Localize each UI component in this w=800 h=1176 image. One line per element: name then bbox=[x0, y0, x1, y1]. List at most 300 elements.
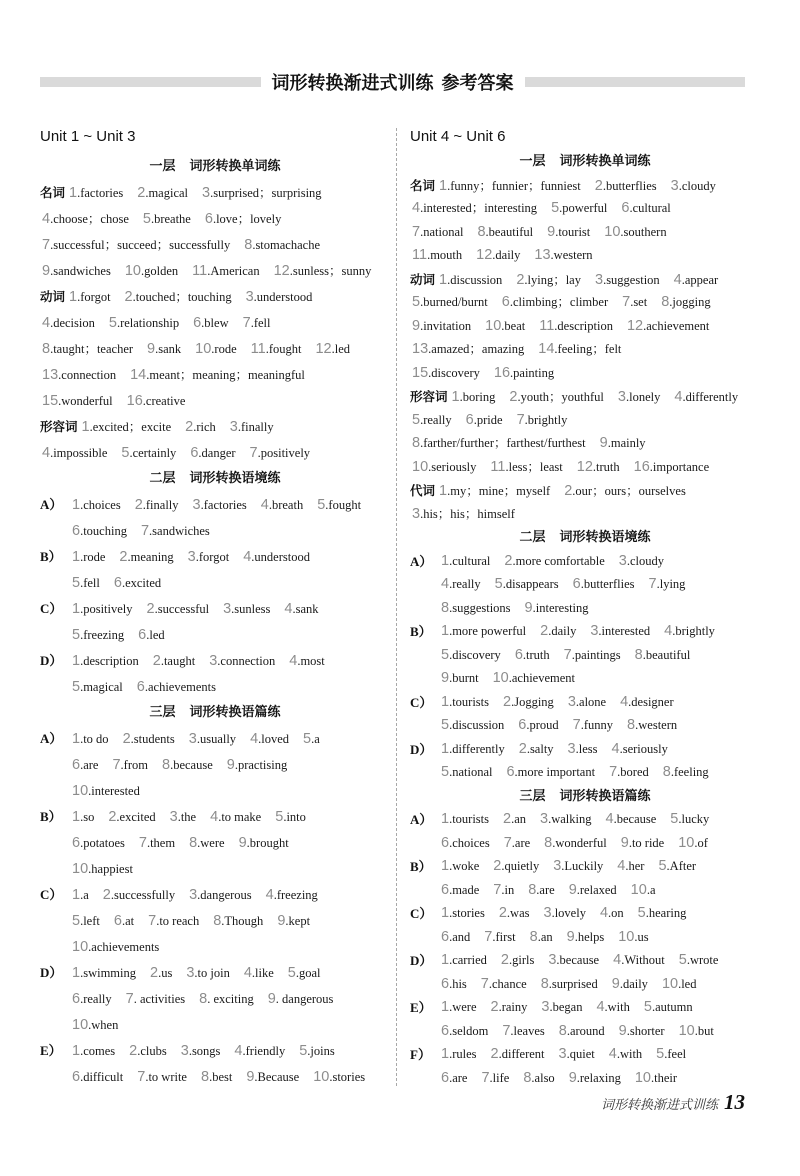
section-name: 词形转换单词练 bbox=[559, 154, 651, 169]
answer-text: .national bbox=[449, 765, 493, 779]
group-label: 名词 bbox=[40, 185, 66, 200]
answer-text: .surprised bbox=[548, 976, 598, 991]
group-lines bbox=[410, 268, 760, 386]
answer-number: 4 bbox=[596, 999, 605, 1015]
group-label: A） bbox=[410, 812, 433, 827]
answer-item bbox=[515, 648, 550, 662]
answer-number: 1 bbox=[441, 811, 450, 827]
answer-text: .but bbox=[694, 1023, 714, 1038]
answer-item bbox=[476, 248, 520, 262]
answer-text: .daily bbox=[548, 624, 577, 638]
answer-line bbox=[441, 738, 709, 762]
answer-number: 4 bbox=[613, 952, 622, 968]
answer-number: 3 bbox=[618, 552, 627, 569]
answer-line bbox=[40, 284, 390, 310]
answer-number: 10 bbox=[604, 223, 621, 240]
answer-number: 3 bbox=[223, 601, 232, 617]
answer-text: .really bbox=[420, 412, 452, 427]
answer-text: .tourist bbox=[555, 224, 591, 239]
answer-number: 4 bbox=[243, 549, 252, 565]
group-lines bbox=[72, 960, 333, 1038]
answer-number: 2 bbox=[108, 809, 117, 825]
header-left-bar bbox=[40, 77, 261, 87]
answer-number: 9 bbox=[226, 757, 235, 773]
answer-item bbox=[72, 680, 123, 694]
answer-text: .touching bbox=[80, 524, 127, 538]
answer-text: .factories bbox=[200, 498, 247, 512]
answer-number: 7 bbox=[249, 445, 258, 461]
answer-number: 1 bbox=[441, 999, 450, 1015]
section-title bbox=[40, 466, 390, 492]
answer-number: 5 bbox=[441, 717, 450, 733]
answer-text: .leaves bbox=[510, 1023, 545, 1038]
answer-item bbox=[412, 460, 476, 474]
answer-number: 3 bbox=[245, 289, 254, 305]
answer-number: 5 bbox=[121, 445, 130, 461]
answer-number: 6 bbox=[441, 1022, 450, 1039]
answer-item bbox=[315, 342, 350, 356]
answer-line bbox=[40, 440, 390, 466]
section-level: 二层 bbox=[519, 530, 546, 545]
answer-text: .his；his；himself bbox=[420, 506, 515, 521]
answer-item bbox=[205, 212, 281, 226]
answer-item bbox=[289, 654, 325, 668]
answer-text: .excited bbox=[116, 810, 156, 824]
passage-group bbox=[410, 691, 760, 738]
answer-text: .with bbox=[616, 1047, 643, 1061]
answer-item bbox=[441, 554, 490, 568]
answer-item bbox=[664, 624, 715, 638]
answer-line bbox=[72, 492, 361, 518]
group-lines bbox=[441, 902, 686, 949]
answer-number: 1 bbox=[72, 887, 81, 903]
group-label: E） bbox=[40, 1043, 62, 1058]
answer-number: 9 bbox=[42, 263, 51, 279]
answer-line bbox=[441, 620, 715, 644]
answer-number: 2 bbox=[122, 731, 131, 747]
answer-text: .practising bbox=[234, 758, 288, 772]
answer-text: .his bbox=[449, 976, 467, 991]
answer-number: 2 bbox=[490, 999, 499, 1015]
answer-text: .are bbox=[511, 835, 531, 850]
answer-item bbox=[230, 420, 274, 434]
answer-text: .brought bbox=[246, 836, 289, 850]
answer-number: 9 bbox=[412, 317, 421, 334]
answer-number: 6 bbox=[441, 1069, 450, 1086]
answer-number: 16 bbox=[126, 393, 143, 409]
answer-number: 6 bbox=[113, 913, 122, 929]
answer-number: 10 bbox=[412, 458, 429, 475]
answer-number: 1 bbox=[72, 549, 81, 565]
answer-line bbox=[72, 856, 306, 882]
answer-item bbox=[569, 1071, 621, 1085]
answer-item bbox=[125, 264, 178, 278]
word-class-group bbox=[40, 414, 390, 466]
answer-number: 3 bbox=[187, 549, 196, 565]
answer-number: 2 bbox=[150, 965, 159, 981]
answer-item bbox=[485, 319, 525, 333]
passage-group bbox=[40, 804, 390, 882]
answer-text: .autumn bbox=[651, 1000, 693, 1014]
answer-number: 9 bbox=[566, 928, 575, 945]
answer-item bbox=[494, 366, 554, 380]
answer-item bbox=[609, 765, 649, 779]
answer-number: 5 bbox=[670, 811, 679, 827]
answer-item bbox=[412, 436, 586, 450]
answer-item bbox=[622, 295, 647, 309]
section-title bbox=[410, 150, 760, 174]
answer-text: .pride bbox=[473, 412, 503, 427]
answer-line bbox=[441, 761, 709, 785]
passage-group bbox=[410, 996, 760, 1043]
answer-line bbox=[441, 1043, 686, 1067]
answer-text: .around bbox=[566, 1023, 605, 1038]
answer-text: .dangerous bbox=[197, 888, 252, 902]
answer-number: 2 bbox=[518, 740, 527, 757]
answer-number: 4 bbox=[620, 693, 629, 710]
group-lines bbox=[72, 1038, 365, 1090]
answer-item bbox=[250, 732, 289, 746]
passage-group bbox=[40, 882, 390, 960]
answer-text: .magical bbox=[80, 680, 123, 694]
answer-number: 3 bbox=[192, 497, 201, 513]
answer-text: .brightly bbox=[672, 624, 715, 638]
answer-item bbox=[127, 394, 186, 408]
answer-item bbox=[441, 930, 470, 944]
answer-item bbox=[227, 758, 288, 772]
answer-item bbox=[678, 836, 708, 850]
answer-item bbox=[441, 695, 489, 709]
answer-number: 8 bbox=[661, 294, 670, 310]
answer-line bbox=[441, 1020, 714, 1044]
group-lines bbox=[72, 882, 318, 960]
answer-text: .sank bbox=[155, 342, 182, 356]
answer-line bbox=[72, 570, 310, 596]
answer-number: 2 bbox=[503, 811, 512, 827]
answer-number: 7 bbox=[572, 717, 581, 733]
answer-text: .because bbox=[556, 953, 600, 967]
answer-number: 6 bbox=[506, 764, 515, 780]
answer-item bbox=[627, 718, 677, 732]
answer-text: .choose；chose bbox=[50, 212, 129, 226]
answer-number: 7 bbox=[493, 881, 502, 898]
answer-number: 15 bbox=[412, 364, 429, 381]
answer-number: 5 bbox=[72, 679, 81, 695]
answer-number: 12 bbox=[315, 341, 332, 357]
answer-item bbox=[525, 601, 589, 615]
answer-item bbox=[189, 836, 225, 850]
answer-number: 2 bbox=[152, 653, 161, 669]
answer-line bbox=[410, 409, 760, 433]
answer-line bbox=[72, 596, 319, 622]
answer-number: 3 bbox=[202, 185, 211, 201]
answer-text: .finally bbox=[237, 420, 274, 434]
section-name: 词形转换语篇练 bbox=[189, 705, 281, 720]
passage-group bbox=[40, 1038, 390, 1090]
answer-item bbox=[609, 1047, 642, 1061]
answer-number: 10 bbox=[485, 317, 502, 334]
answer-number: 3 bbox=[412, 505, 421, 522]
passage-group bbox=[40, 726, 390, 804]
page-title-main: 词形转换渐进式训练 bbox=[271, 73, 434, 94]
answer-item bbox=[619, 1024, 665, 1038]
answer-item bbox=[612, 742, 668, 756]
answer-text: .to reach bbox=[156, 914, 200, 928]
answer-item bbox=[202, 186, 322, 200]
answer-item bbox=[539, 319, 613, 333]
answer-line bbox=[72, 674, 325, 700]
answer-line bbox=[441, 1067, 686, 1091]
group-label: D） bbox=[410, 953, 433, 968]
answer-item bbox=[495, 577, 559, 591]
answer-number: 10 bbox=[72, 783, 89, 799]
answer-number: 4 bbox=[42, 445, 51, 461]
answer-item bbox=[540, 624, 576, 638]
answer-item bbox=[503, 812, 526, 826]
group-lines bbox=[441, 738, 709, 785]
answer-number: 11 bbox=[490, 458, 506, 475]
answer-text: .achievements bbox=[144, 680, 217, 694]
answer-item bbox=[518, 718, 558, 732]
passage-group bbox=[40, 492, 390, 544]
answer-item bbox=[412, 225, 463, 239]
answer-text: .butterflies bbox=[580, 577, 635, 591]
answer-item bbox=[243, 316, 271, 330]
answer-text: .rich bbox=[193, 420, 216, 434]
right-column bbox=[410, 126, 760, 1090]
answer-number: 2 bbox=[498, 905, 507, 921]
answer-line bbox=[410, 338, 760, 362]
answer-text: .led bbox=[678, 976, 697, 991]
answer-number: 1 bbox=[81, 419, 90, 435]
answer-text: .fought bbox=[325, 498, 362, 512]
answer-text: .taught；teacher bbox=[50, 342, 134, 356]
answer-line bbox=[72, 648, 325, 674]
word-class-group bbox=[410, 174, 760, 268]
answer-text: .lying；lay bbox=[524, 272, 581, 287]
answer-item bbox=[72, 628, 124, 642]
answer-number: 5 bbox=[551, 200, 560, 216]
answer-item bbox=[72, 836, 125, 850]
page-number: 13 bbox=[724, 1090, 745, 1114]
answer-text: .lucky bbox=[678, 812, 710, 826]
answer-item bbox=[491, 1047, 545, 1061]
answer-item bbox=[244, 238, 320, 252]
answer-text: .feeling bbox=[670, 765, 709, 779]
answer-text: .brightly bbox=[524, 412, 568, 427]
answer-number: 3 bbox=[567, 693, 576, 710]
answer-item bbox=[634, 460, 710, 474]
answer-number: 2 bbox=[564, 483, 573, 499]
answer-number: 8 bbox=[627, 717, 636, 733]
answer-item bbox=[606, 812, 657, 826]
answer-item bbox=[656, 1047, 686, 1061]
answer-line bbox=[410, 268, 760, 292]
answer-number: 5 bbox=[72, 913, 81, 929]
answer-line bbox=[410, 221, 760, 245]
passage-group bbox=[410, 620, 760, 691]
answer-number: 7 bbox=[480, 975, 489, 992]
group-lines bbox=[441, 691, 677, 738]
answer-line bbox=[441, 573, 685, 597]
answer-item bbox=[595, 273, 660, 287]
group-lines bbox=[441, 808, 709, 855]
answer-number: 1 bbox=[451, 389, 460, 405]
answer-text: .successful；succeed；successfully bbox=[50, 238, 231, 252]
answer-number: 6 bbox=[441, 928, 450, 945]
answer-item bbox=[501, 953, 534, 967]
answer-item bbox=[534, 248, 592, 262]
passage-group bbox=[40, 544, 390, 596]
answer-number: 2 bbox=[516, 271, 525, 288]
answer-number: 5 bbox=[643, 999, 652, 1015]
section-name: 词形转换单词练 bbox=[189, 159, 281, 174]
group-label: 形容词 bbox=[410, 389, 448, 404]
answer-item bbox=[246, 1070, 299, 1084]
answer-number: 10 bbox=[313, 1069, 330, 1085]
answer-number: 12 bbox=[576, 458, 593, 475]
answer-text: .western bbox=[550, 248, 593, 262]
group-lines bbox=[40, 414, 390, 466]
answer-number: 2 bbox=[124, 289, 133, 305]
answer-number: 8 bbox=[523, 1069, 532, 1086]
answer-text: .feel bbox=[664, 1047, 687, 1061]
answer-text: .climbing；climber bbox=[509, 295, 609, 309]
answer-number: 1 bbox=[441, 905, 450, 921]
answer-line bbox=[441, 996, 714, 1020]
answer-text: .discussion bbox=[447, 272, 503, 287]
answer-item bbox=[243, 550, 310, 564]
answer-text: .girls bbox=[508, 953, 535, 967]
answer-item bbox=[544, 906, 586, 920]
answer-number: 6 bbox=[501, 294, 510, 310]
answer-item bbox=[600, 906, 624, 920]
answer-number: 14 bbox=[538, 341, 555, 357]
answer-text: .lonely bbox=[625, 390, 661, 404]
answer-text: .us bbox=[634, 929, 649, 944]
answer-text: .discovery bbox=[428, 365, 480, 380]
answer-item bbox=[621, 836, 665, 850]
answer-number: 6 bbox=[572, 576, 581, 592]
answer-item bbox=[288, 966, 321, 980]
answer-item bbox=[441, 648, 501, 662]
answer-item bbox=[547, 225, 590, 239]
group-lines bbox=[72, 804, 306, 882]
answer-item bbox=[564, 484, 686, 498]
answer-text: .also bbox=[531, 1070, 555, 1085]
answer-line bbox=[72, 1064, 365, 1090]
answer-text: .farther/further；farthest/furthest bbox=[420, 436, 586, 450]
answer-item bbox=[674, 390, 738, 404]
answer-number: 1 bbox=[72, 497, 81, 513]
answer-number: 3 bbox=[670, 177, 679, 194]
answer-text: .began bbox=[549, 1000, 583, 1014]
answer-number: 9 bbox=[246, 1069, 255, 1085]
answer-text: .burned/burnt bbox=[420, 295, 488, 309]
answer-text: .sunless bbox=[231, 602, 271, 616]
answer-item bbox=[590, 624, 650, 638]
answer-number: 9 bbox=[277, 913, 286, 929]
answer-item bbox=[123, 732, 175, 746]
answer-number: 10 bbox=[124, 263, 141, 279]
answer-number: 16 bbox=[493, 364, 511, 381]
answer-number: 12 bbox=[626, 317, 644, 334]
answer-text: .were bbox=[449, 1000, 477, 1014]
answer-item bbox=[412, 248, 462, 262]
group-label: F） bbox=[410, 1047, 431, 1062]
answer-text: .fell bbox=[250, 316, 271, 330]
answer-item bbox=[190, 446, 235, 460]
answer-text: .quiet bbox=[566, 1047, 595, 1061]
answer-number: 9 bbox=[267, 991, 276, 1007]
answer-text: .cloudy bbox=[626, 553, 665, 568]
answer-number: 8 bbox=[213, 913, 222, 929]
answer-number: 4 bbox=[441, 576, 450, 592]
answer-line bbox=[72, 830, 306, 856]
answer-number: 12 bbox=[476, 247, 493, 263]
answer-item bbox=[82, 420, 172, 434]
answer-item bbox=[244, 966, 274, 980]
answer-line bbox=[72, 1038, 365, 1064]
answer-number: 4 bbox=[289, 653, 298, 669]
group-label: B） bbox=[40, 809, 62, 824]
answer-item bbox=[493, 883, 514, 897]
section-title bbox=[410, 785, 760, 809]
answer-text: .cloudy bbox=[678, 178, 716, 193]
answer-line bbox=[72, 726, 320, 752]
answer-line bbox=[441, 691, 677, 715]
answer-number: 6 bbox=[72, 757, 81, 773]
answer-text: .chance bbox=[488, 976, 527, 991]
group-label: 名词 bbox=[410, 177, 436, 193]
passage-group bbox=[410, 949, 760, 996]
answer-text: .comes bbox=[80, 1044, 116, 1058]
answer-text: .shorter bbox=[626, 1023, 665, 1038]
answer-text: .invitation bbox=[420, 318, 472, 333]
group-lines bbox=[441, 1043, 686, 1090]
answer-number: 15 bbox=[42, 393, 59, 409]
answer-item bbox=[649, 577, 686, 591]
answer-item bbox=[266, 888, 318, 902]
answer-text: .swimming bbox=[80, 966, 136, 980]
passage-group bbox=[410, 902, 760, 949]
answer-text: .left bbox=[80, 914, 100, 928]
answer-item bbox=[441, 601, 511, 615]
answer-number: 1 bbox=[441, 693, 450, 710]
answer-text: .tourists bbox=[449, 812, 490, 826]
footer-title: 词形转换渐进式训练 bbox=[600, 1098, 718, 1113]
answer-text: .first bbox=[492, 929, 516, 944]
answer-item bbox=[250, 446, 311, 460]
answer-text: .amazed；amazing bbox=[428, 342, 525, 356]
answer-item bbox=[275, 810, 306, 824]
answer-item bbox=[42, 446, 107, 460]
answer-number: 5 bbox=[412, 411, 421, 428]
answer-number: 9 bbox=[441, 670, 450, 686]
answer-item bbox=[72, 524, 127, 538]
word-class-group bbox=[40, 180, 390, 284]
answer-line bbox=[410, 291, 760, 315]
answer-line bbox=[441, 832, 709, 856]
answer-item bbox=[441, 859, 479, 873]
answer-line bbox=[441, 973, 718, 997]
answer-text: .description bbox=[554, 318, 613, 333]
answer-item bbox=[612, 977, 648, 991]
answer-text: .freezing bbox=[80, 628, 125, 642]
answer-item bbox=[72, 1044, 115, 1058]
answer-line bbox=[410, 385, 760, 409]
answer-number: 10 bbox=[678, 834, 695, 851]
